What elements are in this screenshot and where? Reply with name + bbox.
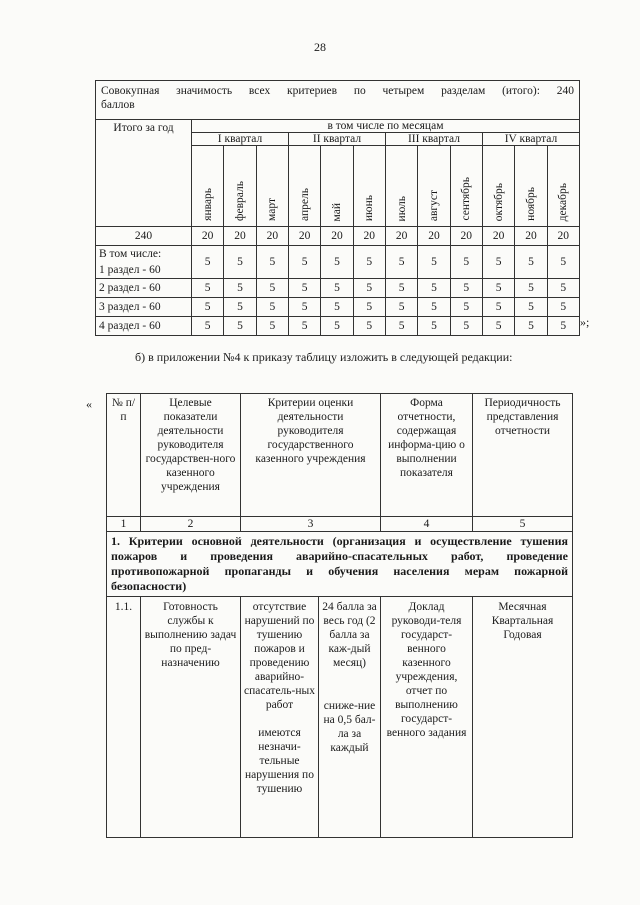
month-header: март <box>256 146 288 227</box>
cell: 5 <box>547 317 579 336</box>
cell: 20 <box>288 227 320 246</box>
column-number: 3 <box>241 517 381 532</box>
month-header: май <box>321 146 353 227</box>
cell: 5 <box>256 317 288 336</box>
section-row <box>107 532 573 597</box>
row-label-line: 1 раздел - 60 <box>99 264 161 276</box>
cell: 20 <box>515 227 547 246</box>
total-score-cell <box>96 81 580 120</box>
cell: 5 <box>353 279 385 298</box>
table-row <box>96 246 580 279</box>
row-score <box>319 597 381 838</box>
cell: 5 <box>547 279 579 298</box>
cell: 5 <box>482 279 514 298</box>
cell: 20 <box>482 227 514 246</box>
cell: 5 <box>547 298 579 317</box>
cell: 5 <box>385 246 417 279</box>
cell: 5 <box>224 279 256 298</box>
column-number: 4 <box>381 517 473 532</box>
cell: 5 <box>321 246 353 279</box>
table-row <box>96 279 580 298</box>
row-number: 1.1. <box>107 597 141 838</box>
header-report-form: Форма отчетности, содержащая информа-цию о выполнении показателя <box>381 394 473 517</box>
cell: 5 <box>547 246 579 279</box>
cell: 20 <box>321 227 353 246</box>
cell: 5 <box>288 298 320 317</box>
row-periodicity <box>473 597 573 838</box>
cell: 5 <box>450 317 482 336</box>
cell: 5 <box>353 298 385 317</box>
table-row <box>96 227 580 246</box>
cell: 20 <box>192 227 224 246</box>
row-report-form: Доклад руководи-теля государст-венного казенного учреждения, отчет по выполнению государст-венного задания <box>381 597 473 838</box>
column-number: 1 <box>107 517 141 532</box>
cell: 20 <box>353 227 385 246</box>
score-reduction: сниже-ние на 0,5 бал-ла за каждый <box>323 700 376 754</box>
total-score-line2: баллов <box>101 99 135 111</box>
cell: 5 <box>321 298 353 317</box>
header-row <box>107 394 573 517</box>
cell: 5 <box>256 246 288 279</box>
quarter-4-header: IV квартал <box>482 133 579 146</box>
month-header: июнь <box>353 146 385 227</box>
cell: 5 <box>192 317 224 336</box>
month-header: декабрь <box>547 146 579 227</box>
header-indicators: Целевые показатели деятельности руководителя государствен-ного казенного учреждения <box>141 394 241 517</box>
cell: 5 <box>482 317 514 336</box>
closing-quote-mark: »; <box>580 315 590 329</box>
cell: 5 <box>385 298 417 317</box>
table-row <box>96 317 580 336</box>
month-header: октябрь <box>482 146 514 227</box>
score-full: 24 балла за весь год (2 балла за каж-дый месяц) <box>322 601 377 669</box>
year-total-header: Итого за год <box>96 120 192 227</box>
criteria-table <box>106 393 573 838</box>
cell: 5 <box>515 246 547 279</box>
cell: 5 <box>353 317 385 336</box>
cell: 5 <box>482 298 514 317</box>
month-header: февраль <box>224 146 256 227</box>
cell: 5 <box>418 279 450 298</box>
cell: 20 <box>418 227 450 246</box>
cell: 5 <box>515 317 547 336</box>
cell: 5 <box>385 317 417 336</box>
cell: 5 <box>321 279 353 298</box>
table-row <box>107 597 573 838</box>
month-header: июль <box>385 146 417 227</box>
month-header: апрель <box>288 146 320 227</box>
quarter-3-header: III квартал <box>385 133 482 146</box>
cell: 5 <box>515 298 547 317</box>
cell: 5 <box>256 279 288 298</box>
quarter-1-header: I квартал <box>192 133 289 146</box>
row-label-line: В том числе: <box>99 248 162 260</box>
total-score-line1: Совокупная значимость всех критериев по четырем разделам (итого): 240 <box>101 85 574 97</box>
cell: 5 <box>224 246 256 279</box>
header-number: № п/п <box>107 394 141 517</box>
cell: 5 <box>385 279 417 298</box>
row-label: 240 <box>96 227 192 246</box>
table-row <box>96 298 580 317</box>
section-title: 1. Критерии основной деятельности (организация и осуществление тушения пожаров и проведения аварийно-спасательных работ, проведение противопожарной пропаганды и обучения населения мерам пожарной безопасности) <box>107 532 573 597</box>
column-number: 2 <box>141 517 241 532</box>
months-header: в том числе по месяцам <box>192 120 580 133</box>
cell: 5 <box>192 279 224 298</box>
cell: 20 <box>450 227 482 246</box>
cell: 5 <box>288 246 320 279</box>
cell: 5 <box>192 298 224 317</box>
cell: 5 <box>353 246 385 279</box>
cell: 5 <box>515 279 547 298</box>
cell: 5 <box>192 246 224 279</box>
row-label <box>96 246 192 279</box>
month-header: январь <box>192 146 224 227</box>
row-label: 4 раздел - 60 <box>96 317 192 336</box>
opening-quote-mark: « <box>86 397 92 411</box>
cell: 20 <box>256 227 288 246</box>
cell: 5 <box>288 279 320 298</box>
periodicity-item: Квартальная <box>491 615 554 627</box>
cell: 5 <box>482 246 514 279</box>
header-criteria: Критерии оценки деятельности руководителя государственного казенного учреждения <box>241 394 381 517</box>
cell: 5 <box>450 279 482 298</box>
row-label: 2 раздел - 60 <box>96 279 192 298</box>
cell: 5 <box>288 317 320 336</box>
cell: 5 <box>418 298 450 317</box>
row-label: 3 раздел - 60 <box>96 298 192 317</box>
cell: 5 <box>450 298 482 317</box>
cell: 20 <box>547 227 579 246</box>
month-header: ноябрь <box>515 146 547 227</box>
column-number-row <box>107 517 573 532</box>
month-header: август <box>418 146 450 227</box>
periodicity-item: Месячная <box>498 601 547 613</box>
quarter-2-header: II квартал <box>288 133 385 146</box>
cell: 5 <box>224 317 256 336</box>
month-header: сентябрь <box>450 146 482 227</box>
cell: 5 <box>450 246 482 279</box>
row-criteria <box>241 597 319 838</box>
cell: 20 <box>224 227 256 246</box>
cell: 5 <box>418 317 450 336</box>
page-number: 28 <box>314 40 326 54</box>
header-periodicity: Периодичность представления отчетности <box>473 394 573 517</box>
periodicity-item: Годовая <box>503 629 542 641</box>
column-number: 5 <box>473 517 573 532</box>
criteria-minor-violations: имеются незначи-тельные нарушения по тушению <box>245 727 314 795</box>
cell: 5 <box>321 317 353 336</box>
cell: 20 <box>385 227 417 246</box>
criteria-no-violations: отсутствие нарушений по тушению пожаров и проведению аварийно-спасатель-ных работ <box>244 601 315 711</box>
cell: 5 <box>224 298 256 317</box>
cell: 5 <box>256 298 288 317</box>
row-indicator: Готовность службы к выполнению задач по пред-назначению <box>141 597 241 838</box>
annual-score-table <box>95 80 580 336</box>
amendment-paragraph: б) в приложении №4 к приказу таблицу изложить в следующей редакции: <box>135 350 513 364</box>
cell: 5 <box>418 246 450 279</box>
